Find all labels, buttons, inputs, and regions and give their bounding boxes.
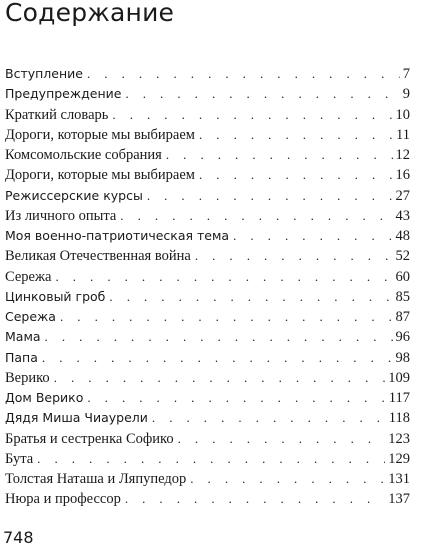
toc-entry-title: Мама (5, 329, 41, 345)
toc-entry-title: Краткий словарь (5, 106, 109, 123)
toc-entry[interactable] (5, 469, 410, 489)
toc-entry[interactable] (5, 368, 410, 388)
toc-entry-page-number: 12 (395, 147, 410, 163)
toc-entry-page-number: 109 (388, 369, 410, 386)
toc-entry[interactable] (5, 327, 410, 347)
dot-leader (55, 267, 392, 287)
toc-entry-title: Братья и сестренка Софико (5, 430, 174, 447)
toc-entry[interactable] (5, 246, 410, 266)
toc-entry[interactable] (5, 206, 410, 226)
toc-entry-title: Верико (5, 369, 50, 386)
toc-entry-page-number: 131 (388, 471, 410, 487)
toc-entry-title: Дом Верико (5, 390, 84, 405)
toc-entry[interactable] (5, 449, 410, 469)
toc-entry[interactable] (5, 125, 410, 145)
dot-leader (178, 429, 386, 449)
dot-leader (166, 145, 393, 165)
toc-entry[interactable] (5, 84, 410, 104)
toc-entry[interactable] (5, 186, 410, 206)
dot-leader (195, 246, 393, 266)
toc-entry-title: Сережа (5, 268, 52, 285)
dot-leader (147, 186, 393, 206)
toc-entry-title: Предупреждение (5, 86, 122, 102)
dot-leader (152, 408, 386, 428)
toc-entry-page-number: 52 (395, 248, 410, 265)
toc-entry-page-number: 123 (388, 430, 410, 447)
dot-leader (125, 84, 399, 104)
toc-entry-page-number: 7 (402, 66, 410, 82)
toc-entry[interactable] (5, 388, 410, 408)
toc-entry-page-number: 137 (388, 491, 410, 508)
toc-entry-title: Великая Отечественная война (5, 248, 191, 265)
dot-leader (60, 307, 393, 327)
dot-leader (233, 226, 392, 246)
toc-entry-title: Вступление (5, 66, 83, 81)
dot-leader (125, 489, 385, 509)
toc-entry[interactable] (5, 165, 410, 185)
dot-leader (109, 287, 392, 307)
toc-entry-title: Дороги, которые мы выбираем (5, 126, 195, 143)
toc-entry-page-number: 118 (388, 410, 410, 427)
toc-entry-title: Толстая Наташа и Ляпупедор (5, 471, 187, 487)
toc-entry-title: Бута (5, 450, 34, 467)
toc-entry[interactable] (5, 489, 410, 509)
toc-entry-page-number: 9 (402, 86, 410, 103)
page-number-folio: 748 (3, 528, 34, 547)
toc-entry[interactable] (5, 105, 410, 125)
toc-entry-title: Нюра и профессор (5, 491, 121, 508)
dot-leader (54, 368, 386, 388)
dot-leader (87, 64, 400, 84)
dot-leader (37, 449, 385, 469)
toc-entry-page-number: 129 (388, 450, 410, 467)
dot-leader (199, 165, 393, 185)
toc-entry[interactable] (5, 145, 410, 165)
toc-entry[interactable] (5, 348, 410, 368)
toc-entry-title: Сережа (5, 309, 56, 324)
toc-entry-page-number: 43 (395, 207, 410, 224)
dot-leader (42, 348, 393, 368)
toc-entry-page-number: 117 (388, 390, 410, 406)
toc-entry-page-number: 87 (395, 309, 410, 325)
toc-entry-title: Из личного опыта (5, 207, 117, 224)
dot-leader (45, 327, 393, 347)
toc-entry[interactable] (5, 307, 410, 327)
toc-entry[interactable] (5, 287, 410, 307)
toc-entry[interactable] (5, 429, 410, 449)
toc-entry-page-number: 96 (395, 329, 410, 346)
toc-entry-page-number: 10 (395, 106, 410, 123)
page-title: Содержание (5, 0, 175, 27)
dot-leader (112, 105, 392, 125)
dot-leader (199, 125, 393, 145)
dot-leader (87, 388, 385, 408)
dot-leader (120, 206, 392, 226)
toc-entry-page-number: 27 (395, 187, 410, 204)
toc-entry-page-number: 48 (395, 228, 410, 244)
toc-entry-title: Комсомольские собрания (5, 147, 162, 163)
toc-entry-title: Дядя Миша Чиаурели (5, 410, 148, 426)
table-of-contents (5, 64, 410, 510)
toc-entry-title: Режиссерские курсы (5, 187, 143, 203)
toc-entry-page-number: 16 (395, 167, 410, 184)
dot-leader (190, 469, 385, 489)
toc-entry-page-number: 60 (395, 268, 410, 285)
toc-entry[interactable] (5, 226, 410, 246)
toc-entry[interactable] (5, 267, 410, 287)
toc-entry-title: Цинковый гроб (5, 288, 106, 304)
toc-entry[interactable] (5, 64, 410, 84)
toc-entry-title: Дороги, которые мы выбираем (5, 167, 195, 184)
toc-entry-page-number: 85 (395, 288, 410, 305)
toc-entry[interactable] (5, 408, 410, 428)
toc-entry-page-number: 98 (395, 349, 410, 366)
toc-entry-title: Папа (5, 349, 38, 365)
toc-entry-page-number: 11 (396, 126, 410, 143)
toc-entry-title: Моя военно-патриотическая тема (5, 228, 230, 243)
